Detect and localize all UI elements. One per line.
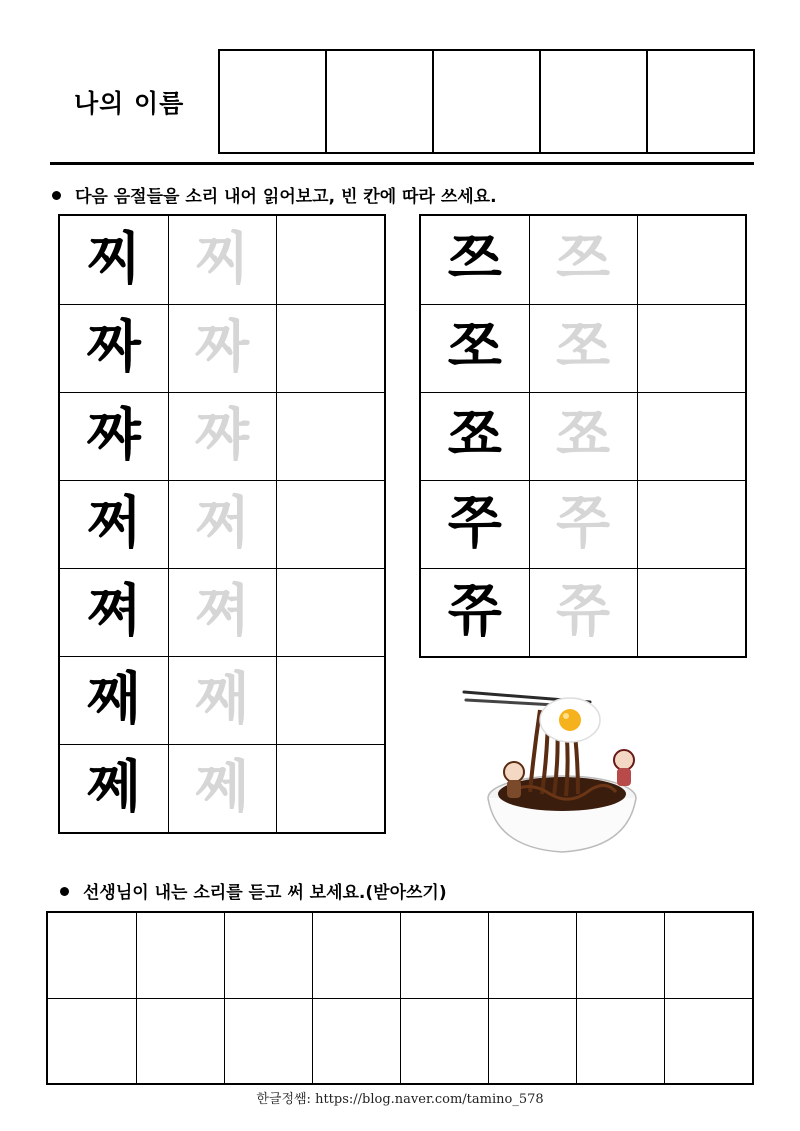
syllable-write-cell[interactable] <box>637 304 745 392</box>
dictation-cell[interactable] <box>576 998 664 1083</box>
footer-credit: 한글정쌤: https://blog.naver.com/tamino_578 <box>256 1092 544 1107</box>
dictation-cell[interactable] <box>48 998 136 1083</box>
practice-row <box>60 568 384 656</box>
syllable-trace: 쬬 <box>555 403 611 468</box>
name-box[interactable] <box>220 51 327 152</box>
practice-grid-left <box>58 214 386 834</box>
syllable-model: 쮸 <box>447 579 502 645</box>
syllable-trace: 째 <box>194 667 250 732</box>
dictation-cell[interactable] <box>400 998 488 1083</box>
syllable-trace: 짜 <box>194 315 250 380</box>
practice-row <box>60 744 384 832</box>
syllable-trace: 쮸 <box>555 579 611 645</box>
dictation-cell[interactable] <box>400 913 488 998</box>
syllable-trace-cell[interactable] <box>168 568 276 656</box>
dictation-grid <box>46 911 754 1085</box>
practice-row <box>60 304 384 392</box>
dictation-cell[interactable] <box>664 913 752 998</box>
syllable-model: 쯔 <box>447 226 502 292</box>
practice-row <box>421 216 745 304</box>
dictation-cell[interactable] <box>312 913 400 998</box>
dictation-row <box>48 998 752 1083</box>
bullet-icon <box>52 191 61 200</box>
dictation-cell[interactable] <box>48 913 136 998</box>
practice-row <box>421 304 745 392</box>
practice-row <box>421 392 745 480</box>
name-box[interactable] <box>327 51 434 152</box>
syllable-model-cell <box>60 744 168 832</box>
syllable-trace-cell[interactable] <box>529 480 637 568</box>
practice-row <box>60 656 384 744</box>
dictation-cell[interactable] <box>312 998 400 1083</box>
syllable-trace-cell[interactable] <box>529 304 637 392</box>
syllable-write-cell[interactable] <box>276 568 384 656</box>
syllable-write-cell[interactable] <box>276 656 384 744</box>
dictation-cell[interactable] <box>488 913 576 998</box>
practice-row <box>60 480 384 568</box>
syllable-write-cell[interactable] <box>276 216 384 304</box>
syllable-trace-cell[interactable] <box>168 656 276 744</box>
syllable-model-cell <box>60 216 168 304</box>
practice-grid-right <box>419 214 747 658</box>
practice-row <box>421 568 745 656</box>
instruction-text: 다음 음절들을 소리 내어 읽어보고, 빈 칸에 따라 쓰세요. <box>75 187 497 207</box>
instruction-read-write <box>52 182 497 207</box>
dictation-cell[interactable] <box>224 998 312 1083</box>
syllable-write-cell[interactable] <box>637 568 745 656</box>
name-box[interactable] <box>434 51 541 152</box>
syllable-model: 째 <box>86 667 141 732</box>
syllable-model-cell <box>421 304 529 392</box>
syllable-write-cell[interactable] <box>637 392 745 480</box>
dictation-cell[interactable] <box>576 913 664 998</box>
syllable-trace-cell[interactable] <box>168 304 276 392</box>
syllable-model-cell <box>60 480 168 568</box>
name-box[interactable] <box>648 51 753 152</box>
syllable-model-cell <box>60 656 168 744</box>
syllable-model: 짜 <box>86 315 141 380</box>
syllable-model-cell <box>421 392 529 480</box>
syllable-model-cell <box>421 568 529 656</box>
syllable-model: 쨔 <box>86 403 141 468</box>
syllable-write-cell[interactable] <box>637 480 745 568</box>
syllable-trace-cell[interactable] <box>529 392 637 480</box>
instruction-dictation <box>60 878 447 903</box>
syllable-trace-cell[interactable] <box>168 744 276 832</box>
syllable-trace: 쯔 <box>555 226 611 292</box>
name-boxes <box>218 49 755 154</box>
dictation-cell[interactable] <box>136 998 224 1083</box>
syllable-trace: 쭈 <box>555 491 611 556</box>
dictation-cell[interactable] <box>488 998 576 1083</box>
syllable-trace: 찌 <box>194 226 250 292</box>
dictation-cell[interactable] <box>664 998 752 1083</box>
noodle-bowl-icon <box>460 680 660 860</box>
syllable-trace: 쪄 <box>194 579 250 644</box>
instruction-text: 선생님이 내는 소리를 듣고 써 보세요.(받아쓰기) <box>83 883 447 903</box>
name-box[interactable] <box>541 51 648 152</box>
syllable-model: 쩌 <box>86 491 141 556</box>
syllable-model-cell <box>60 392 168 480</box>
practice-row <box>60 216 384 304</box>
syllable-model-cell <box>60 304 168 392</box>
syllable-trace-cell[interactable] <box>168 392 276 480</box>
name-label: 나의 이름 <box>74 89 185 118</box>
syllable-trace: 쪼 <box>555 315 611 380</box>
syllable-model-cell <box>421 480 529 568</box>
syllable-model: 쪄 <box>86 579 141 644</box>
practice-row <box>60 392 384 480</box>
syllable-write-cell[interactable] <box>276 304 384 392</box>
syllable-model: 쩨 <box>86 755 141 821</box>
syllable-write-cell[interactable] <box>276 480 384 568</box>
syllable-trace: 쩨 <box>194 755 250 821</box>
syllable-model: 쭈 <box>447 491 502 556</box>
syllable-trace-cell[interactable] <box>168 480 276 568</box>
syllable-trace: 쩌 <box>194 491 250 556</box>
header-divider <box>50 162 754 165</box>
syllable-write-cell[interactable] <box>276 392 384 480</box>
syllable-model: 찌 <box>86 226 141 292</box>
dictation-cell[interactable] <box>224 913 312 998</box>
bullet-icon <box>60 887 69 896</box>
syllable-write-cell[interactable] <box>276 744 384 832</box>
jajangmyeon-illustration <box>460 680 660 860</box>
syllable-model: 쪼 <box>447 315 502 380</box>
practice-row <box>421 480 745 568</box>
syllable-trace: 쨔 <box>194 403 250 468</box>
syllable-trace-cell[interactable] <box>529 568 637 656</box>
dictation-row <box>48 913 752 998</box>
syllable-model-cell <box>60 568 168 656</box>
syllable-trace-cell[interactable] <box>529 216 637 304</box>
syllable-trace-cell[interactable] <box>168 216 276 304</box>
syllable-model: 쬬 <box>447 403 502 468</box>
dictation-cell[interactable] <box>136 913 224 998</box>
syllable-write-cell[interactable] <box>637 216 745 304</box>
syllable-model-cell <box>421 216 529 304</box>
